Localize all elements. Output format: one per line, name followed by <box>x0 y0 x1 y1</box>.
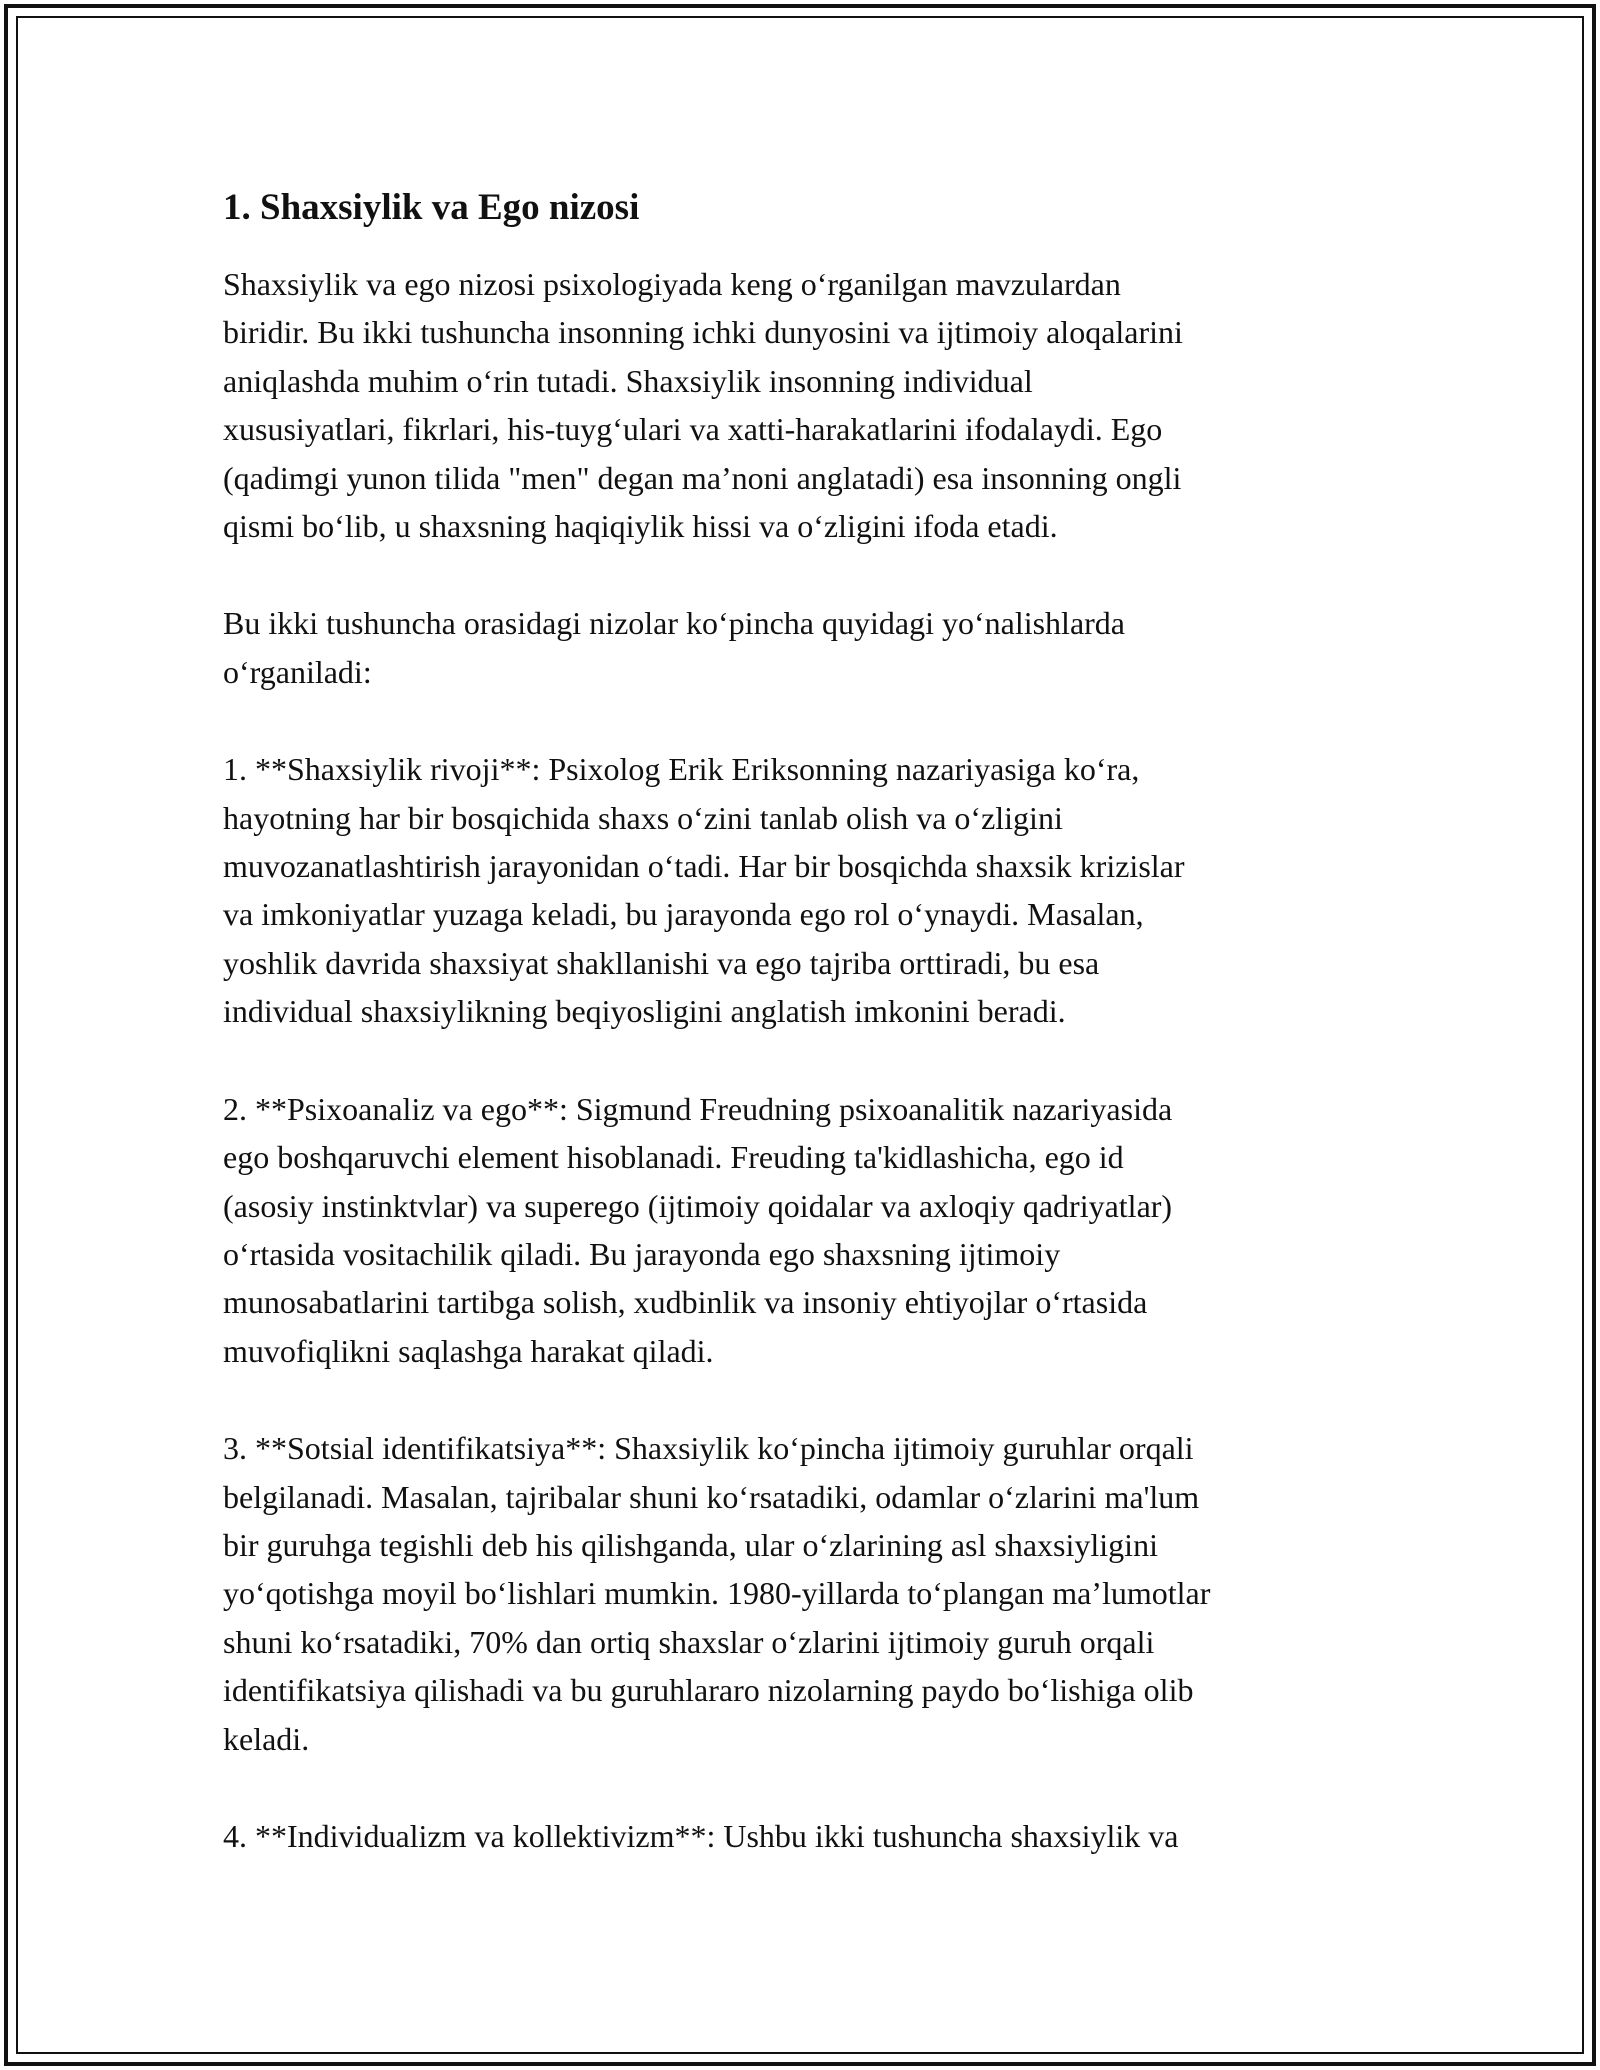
lead-in-paragraph: Bu ikki tushuncha orasidagi nizolar koʻpincha quyidagi yoʻnalishlarda oʻrganiladi: <box>223 605 1125 690</box>
list-item-psixoanaliz-va-ego: 2. **Psixoanaliz va ego**: Sigmund Freudning psixoanalitik nazariyasida ego boshqaruvchi element hisoblanadi. Freuding ta'kidlashicha, ego id (asosiy instinktvlar) va superego (ijtimoiy qoidalar va axloqiy qadriyatlar) oʻrtasida vositachilik qiladi. Bu jarayonda ego shaxsning ijtimoiy munosabatlarini tartibga solish, xudbinlik va insoniy ehtiyojlar oʻrtasida muvofiqlikni saqlashga harakat qiladi. <box>223 1090 1173 1369</box>
list-item-sotsial-identifikatsiya: 3. **Sotsial identifikatsiya**: Shaxsiylik koʻpincha ijtimoiy guruhlar orqali belgilanadi. Masalan, tajribalar shuni koʻrsatadiki, odamlar oʻzlarini ma'lum bir guruhga tegishli deb his qilishganda, ular oʻzlarining asl shaxsiyligini yoʻqotishga moyil boʻlishlari mumkin. 1980-yillarda toʻplangan maʼlumotlar shuni koʻrsatadiki, 70% dan ortiq shaxslar oʻzlarini ijtimoiy guruh orqali identifikatsiya qilishadi va bu guruhlararo nizolarning paydo boʻlishiga olib keladi. <box>223 1430 1211 1757</box>
page-title: 1. Shaxsiylik va Ego nizosi <box>223 187 640 228</box>
list-item-shaxsiylik-rivoji: 1. **Shaxsiylik rivoji**: Psixolog Erik Eriksonning nazariyasiga koʻra, hayotning har bir bosqichida shaxs oʻzini tanlab olish va oʻzligini muvozanatlashtirish jarayonidan oʻtadi. Har bir bosqichda shaxsik krizislar va imkoniyatlar yuzaga keladi, bu jarayonda ego rol oʻynaydi. Masalan, yoshlik davrida shaxsiyat shakllanishi va ego tajriba orttiradi, bu esa individual shaxsiylikning beqiyosligini anglatish imkonini beradi. <box>223 751 1185 1030</box>
document-body <box>223 184 1373 1909</box>
intro-paragraph: Shaxsiylik va ego nizosi psixologiyada keng oʻrganilgan mavzulardan biridir. Bu ikki tushuncha insonning ichki dunyosini va ijtimoiy aloqalarini aniqlashda muhim oʻrin tutadi. Shaxsiylik insonning individual xususiyatlari, fikrlari, his-tuygʻulari va xatti-harakatlarini ifodalaydi. Ego (qadimgi yunon tilida "men" degan maʼnoni anglatadi) esa insonning ongli qismi boʻlib, u shaxsning haqiqiylik hissi va oʻzligini ifoda etadi. <box>223 266 1183 545</box>
list-item-individualizm-va-kollektivizm: 4. **Individualizm va kollektivizm**: Ushbu ikki tushuncha shaxsiylik va <box>223 1817 1179 1854</box>
